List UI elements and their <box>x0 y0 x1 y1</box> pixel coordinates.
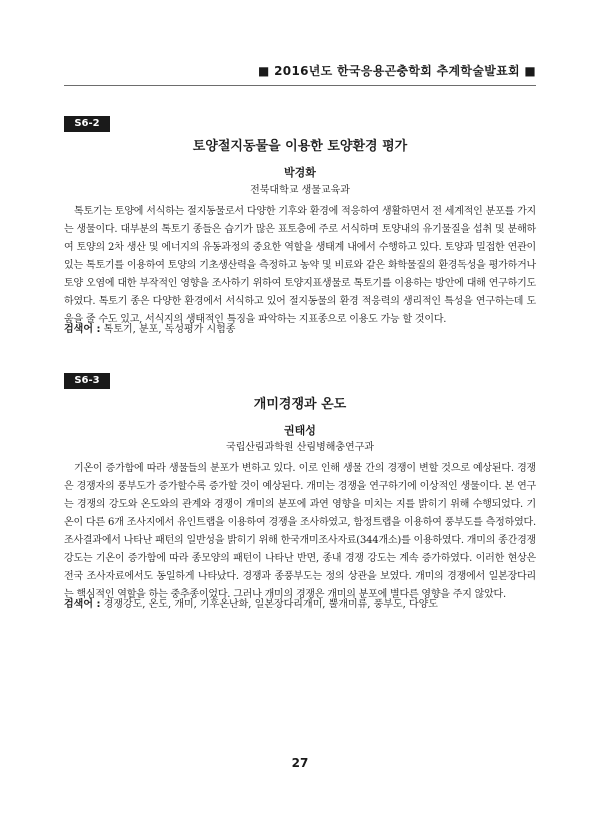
author-affiliation: 전북대학교 생물교육과 <box>250 185 350 196</box>
page-number: 27 <box>291 756 309 770</box>
conference-header: ■ 2016년도 한국응용곤충학회 추계학술발표회 ■ <box>258 64 536 78</box>
keywords <box>64 322 536 338</box>
keywords-text: 톡토기, 분포, 독성평가 시험종 <box>103 324 236 335</box>
keywords <box>64 597 536 613</box>
section-tag: S6-3 <box>64 373 110 389</box>
abstract-body: 기온이 증가함에 따라 생물들의 분포가 변하고 있다. 이로 인해 생물 간의 경쟁이 변할 것으로 예상된다. 경쟁은 경쟁자의 풍부도가 증가할수록 증가할 것이 예상된다. 개미는 경쟁을 연구하기에 이상적인 생물이다. 본 연구는 경쟁의 강도와 온도와의 관계와 경쟁이 개미의 분포에 과연 영향을 미치는 지를 밝히기 위해 수행되었다. 기온이 다른 6개 조사지에서 유인트랩을 이용하여 경쟁을 조사하였고, 함정트랩을 이용하여 풍부도를 측정하였다. 조사결과에서 나타난 패턴의 일반성을 밝히기 위해 한국개미조사자료(344개소)를 이용하였다. 개미의 종간경쟁 강도는 기온이 증가함에 따라 종모양의 패턴이 나타난 반면, 종내 경쟁 강도는 계속 증가하였다. 이러한 현상은 전국 조사자료에서도 동일하게 나타났다. 경쟁과 종풍부도는 정의 상관을 보였다. 개미의 경쟁에서 일본장다리는 핵심적인 역할을 하는 중추종이었다. 그러나 개미의 경쟁은 개미의 분포에 별다른 영향을 주지 않았다. <box>64 463 536 600</box>
section-tag: S6-2 <box>64 116 110 132</box>
abstract-title: 토양절지동물을 이용한 토양환경 평가 <box>192 139 408 154</box>
author-affiliation: 국립산림과학원 산림병해충연구과 <box>225 442 375 453</box>
keywords-text: 경쟁강도, 온도, 개미, 기후온난화, 일본장다리개미, 뿔개미류, 풍부도, 다양도 <box>103 599 438 610</box>
author-name: 권태성 <box>284 424 316 437</box>
abstract-title: 개미경쟁과 온도 <box>253 397 347 412</box>
abstract-body: 톡토기는 토양에 서식하는 절지동물로서 다양한 기후와 환경에 적응하여 생활하면서 전 세계적인 분포를 가지는 생물이다. 대부분의 톡토기 종들은 습기가 많은 표토층에 주로 서식하며 토양내의 유기물질을 섭취 및 분해하여 토양의 2차 생산 및 에너지의 유동과정의 중요한 역할을 생태계 내에서 수행하고 있다. 토양과 밀접한 연관이 있는 톡토기를 이용하여 토양의 기초생산력을 측정하고 농약 및 비료와 같은 화학물질의 환경독성을 평가하거나 토양 오염에 대한 부작적인 영향을 조사하기 위하여 토양지표생물로 톡토기를 이용하는 방안에 대해 연구하기도 하였다. 톡토기 종은 다양한 환경에서 서식하고 있어 절지동물의 환경 적응력의 생리적인 특성을 연구하는데 도움을 줄 수도 있고, 서식지의 생태적인 특징을 파악하는 지표종으로 이용도 가능 할 것이다. <box>64 206 536 325</box>
header-rule <box>64 85 536 86</box>
keywords-label: 검색어 : <box>64 599 101 610</box>
keywords-label: 검색어 : <box>64 324 101 335</box>
author-name: 박경화 <box>284 166 316 179</box>
